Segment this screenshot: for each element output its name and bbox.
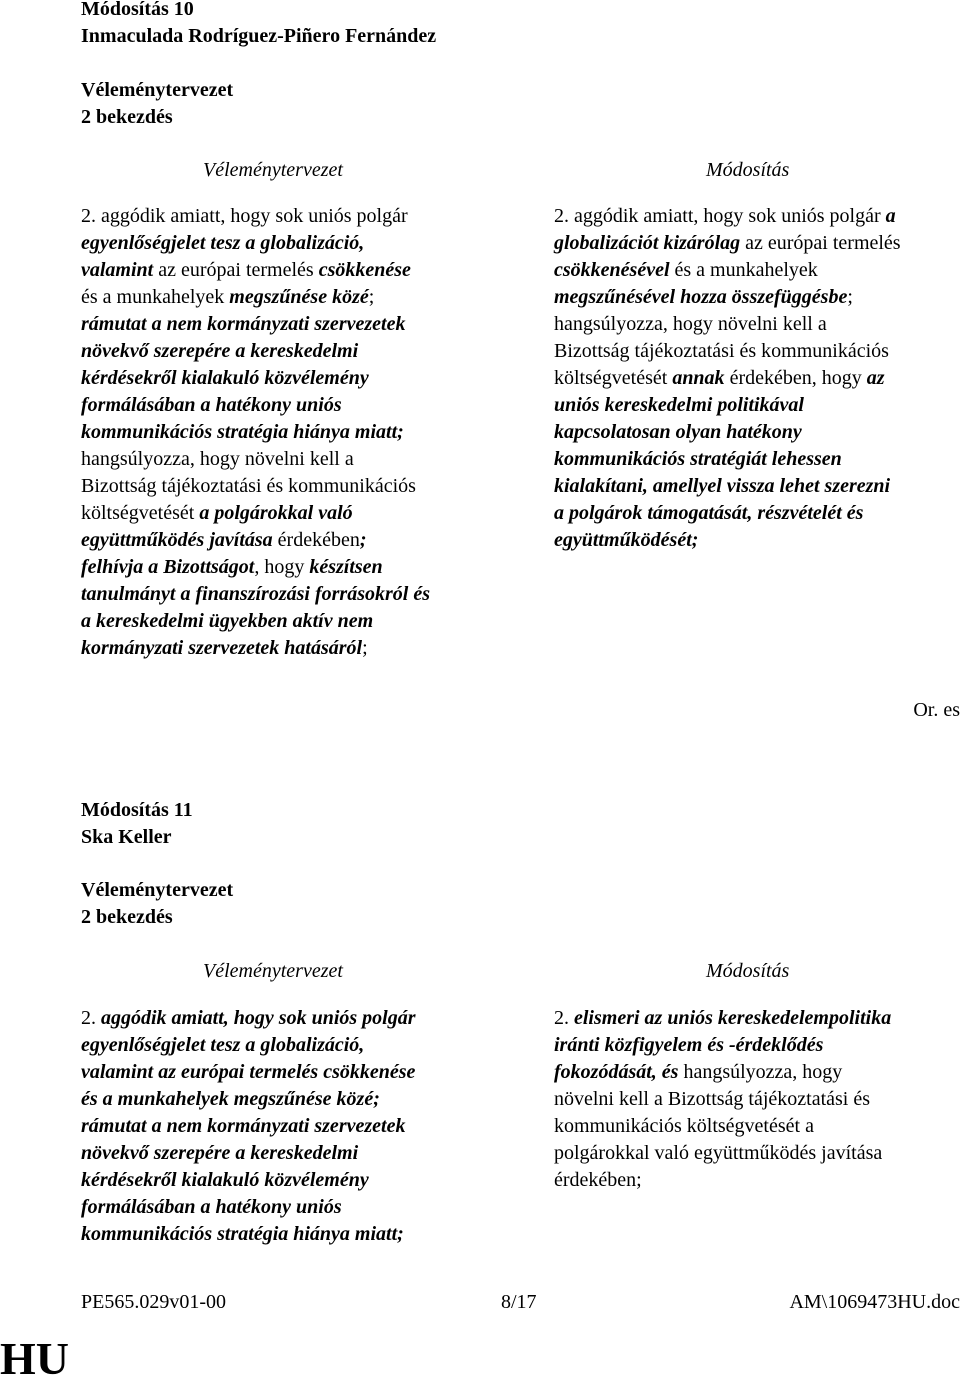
draft-opinion-line — [81, 419, 430, 446]
text-segment: , hogy — [254, 556, 310, 578]
amendment-line — [554, 419, 901, 446]
amendment-10-right-title: Módosítás — [706, 159, 790, 181]
emphasized-text: valamint — [81, 259, 154, 281]
amendment-10-number: Módosítás 10 — [81, 0, 194, 20]
amendment-11-paragraph: 2 bekezdés — [81, 906, 173, 928]
amendment-line — [554, 1005, 891, 1032]
text-segment: Bizottság tájékoztatási és kommunikációs — [554, 340, 889, 362]
emphasized-text: csökkenése — [318, 259, 411, 281]
draft-opinion-line — [81, 581, 430, 608]
draft-opinion-line — [81, 284, 430, 311]
emphasized-text: megszűnésével hozza összefüggésbe — [554, 286, 848, 308]
emphasized-text: tanulmányt a finanszírozási forrásokról és — [81, 583, 430, 605]
amendment-10-left-title: Véleménytervezet — [203, 159, 343, 181]
draft-opinion-line — [81, 392, 430, 419]
amendment-line — [554, 257, 901, 284]
amendment-line — [554, 203, 901, 230]
draft-opinion-line — [81, 635, 430, 662]
text-segment: érdekében, hogy — [724, 367, 867, 389]
footer-doc-ref: PE565.029v01-00 — [81, 1291, 226, 1313]
draft-opinion-line — [81, 1194, 416, 1221]
amendment-line — [554, 446, 901, 473]
emphasized-text: annak — [672, 367, 725, 389]
amendment-line — [554, 365, 901, 392]
text-segment: hangsúlyozza, hogy növelni kell a — [81, 448, 354, 470]
text-segment: polgárokkal való együttműködés javítása — [554, 1142, 883, 1164]
emphasized-text: kialakítani, amellyel vissza lehet szerezni — [554, 475, 891, 497]
amendment-line — [554, 473, 901, 500]
text-segment: hangsúlyozza, hogy növelni kell a — [554, 313, 827, 335]
draft-opinion-line — [81, 338, 430, 365]
draft-opinion-line — [81, 446, 430, 473]
emphasized-text: iránti közfigyelem és -érdeklődés — [554, 1034, 824, 1056]
amendment-line — [554, 230, 901, 257]
text-segment: 2. — [554, 1007, 574, 1029]
draft-opinion-line — [81, 1140, 416, 1167]
draft-opinion-line — [81, 1005, 416, 1032]
draft-opinion-line — [81, 311, 430, 338]
emphasized-text: és a munkahelyek megszűnése közé; — [81, 1088, 380, 1110]
text-segment: Bizottság tájékoztatási és kommunikációs — [81, 475, 416, 497]
text-segment: az európai termelés — [740, 232, 901, 254]
emphasized-text: növekvő szerepére a kereskedelmi — [81, 340, 359, 362]
amendment-11-number: Módosítás 11 — [81, 799, 193, 821]
emphasized-text: egyenlőségjelet tesz a globalizáció, — [81, 1034, 365, 1056]
emphasized-text: az — [866, 367, 885, 389]
draft-opinion-line — [81, 608, 430, 635]
amendment-10-paragraph: 2 bekezdés — [81, 106, 173, 128]
emphasized-text: kérdésekről kialakuló közvélemény — [81, 367, 369, 389]
amendment-line — [554, 1140, 891, 1167]
emphasized-text: formálásában a hatékony uniós — [81, 1196, 342, 1218]
draft-opinion-line — [81, 203, 430, 230]
emphasized-text: rámutat a nem kormányzati szervezetek — [81, 313, 406, 335]
emphasized-text: együttműködését; — [554, 529, 699, 551]
amendment-line — [554, 392, 901, 419]
amendment-10-doc-label: Véleménytervezet — [81, 79, 234, 101]
text-segment: költségvetését — [554, 367, 673, 389]
text-segment: kommunikációs költségvetését a — [554, 1115, 814, 1137]
draft-opinion-line — [81, 1086, 416, 1113]
amendment-11-author: Ska Keller — [81, 826, 172, 848]
emphasized-text: kommunikációs stratégia hiánya miatt; — [81, 421, 404, 443]
amendment-line — [554, 311, 901, 338]
text-segment: ; — [362, 637, 368, 659]
emphasized-text: kérdésekről kialakuló közvélemény — [81, 1169, 369, 1191]
amendment-line — [554, 338, 901, 365]
amendment-10-left-column — [81, 203, 430, 662]
draft-opinion-line — [81, 1059, 416, 1086]
text-segment: érdekében; — [554, 1169, 642, 1191]
draft-opinion-line — [81, 257, 430, 284]
text-segment: érdekében — [272, 529, 360, 551]
emphasized-text: megszűnése közé — [229, 286, 369, 308]
footer-language-code: HU — [0, 1333, 69, 1384]
amendment-11-right-title: Módosítás — [706, 960, 790, 982]
emphasized-text: egyenlőségjelet tesz a globalizáció, — [81, 232, 365, 254]
emphasized-text: fokozódását, és — [554, 1061, 679, 1083]
footer-file-name: AM\1069473HU.doc — [789, 1291, 960, 1313]
amendment-line — [554, 1167, 891, 1194]
amendment-line — [554, 1113, 891, 1140]
text-segment: növelni kell a Bizottság tájékoztatási és — [554, 1088, 871, 1110]
text-segment: ; — [847, 286, 853, 308]
draft-opinion-line — [81, 230, 430, 257]
emphasized-text: ; — [359, 529, 367, 551]
text-segment: az európai termelés — [153, 259, 319, 281]
emphasized-text: kommunikációs stratégia hiánya miatt; — [81, 1223, 404, 1245]
text-segment: 2. aggódik amiatt, hogy sok uniós polgár — [554, 205, 886, 227]
amendment-line — [554, 1086, 891, 1113]
amendment-11-left-title: Véleménytervezet — [203, 960, 343, 982]
amendment-10-author: Inmaculada Rodríguez-Piñero Fernández — [81, 25, 437, 47]
footer-page-number: 8/17 — [501, 1291, 537, 1313]
amendment-line — [554, 1032, 891, 1059]
amendment-11-right-column — [554, 1005, 891, 1194]
text-segment: és a munkahelyek — [81, 286, 230, 308]
draft-opinion-line — [81, 1113, 416, 1140]
emphasized-text: együttműködés javítása — [81, 529, 273, 551]
text-segment: 2. — [81, 1007, 101, 1029]
text-segment: hangsúlyozza, hogy — [678, 1061, 843, 1083]
text-segment: 2. aggódik amiatt, hogy sok uniós polgár — [81, 205, 408, 227]
emphasized-text: valamint az európai termelés csökkenése — [81, 1061, 416, 1083]
text-segment: és a munkahelyek — [669, 259, 818, 281]
amendment-line — [554, 284, 901, 311]
emphasized-text: elismeri az uniós kereskedelempolitika — [574, 1007, 892, 1029]
draft-opinion-line — [81, 1032, 416, 1059]
emphasized-text: globalizációt kizárólag — [554, 232, 741, 254]
amendment-line — [554, 500, 901, 527]
amendment-10-right-column — [554, 203, 901, 554]
draft-opinion-line — [81, 473, 430, 500]
emphasized-text: uniós kereskedelmi politikával — [554, 394, 804, 416]
draft-opinion-line — [81, 500, 430, 527]
emphasized-text: a polgárokkal való — [199, 502, 353, 524]
emphasized-text: a — [885, 205, 896, 227]
emphasized-text: felhívja a Bizottságot — [81, 556, 255, 578]
draft-opinion-line — [81, 554, 430, 581]
emphasized-text: kormányzati szervezetek hatásáról — [81, 637, 363, 659]
emphasized-text: csökkenésével — [554, 259, 670, 281]
draft-opinion-line — [81, 527, 430, 554]
text-segment: ; — [368, 286, 375, 308]
emphasized-text: formálásában a hatékony uniós — [81, 394, 342, 416]
original-language: Or. es — [913, 699, 960, 721]
emphasized-text: aggódik amiatt, hogy sok uniós polgár — [101, 1007, 416, 1029]
draft-opinion-line — [81, 1221, 416, 1248]
emphasized-text: a kereskedelmi ügyekben aktív nem — [81, 610, 374, 632]
emphasized-text: rámutat a nem kormányzati szervezetek — [81, 1115, 406, 1137]
emphasized-text: kommunikációs stratégiát lehessen — [554, 448, 842, 470]
amendment-line — [554, 527, 901, 554]
amendment-11-left-column — [81, 1005, 416, 1248]
amendment-line — [554, 1059, 891, 1086]
amendment-11-doc-label: Véleménytervezet — [81, 879, 234, 901]
emphasized-text: növekvő szerepére a kereskedelmi — [81, 1142, 359, 1164]
draft-opinion-line — [81, 1167, 416, 1194]
emphasized-text: készítsen — [309, 556, 383, 578]
emphasized-text: kapcsolatosan olyan hatékony — [554, 421, 802, 443]
text-segment: költségvetését — [81, 502, 200, 524]
draft-opinion-line — [81, 365, 430, 392]
emphasized-text: a polgárok támogatását, részvételét és — [554, 502, 864, 524]
